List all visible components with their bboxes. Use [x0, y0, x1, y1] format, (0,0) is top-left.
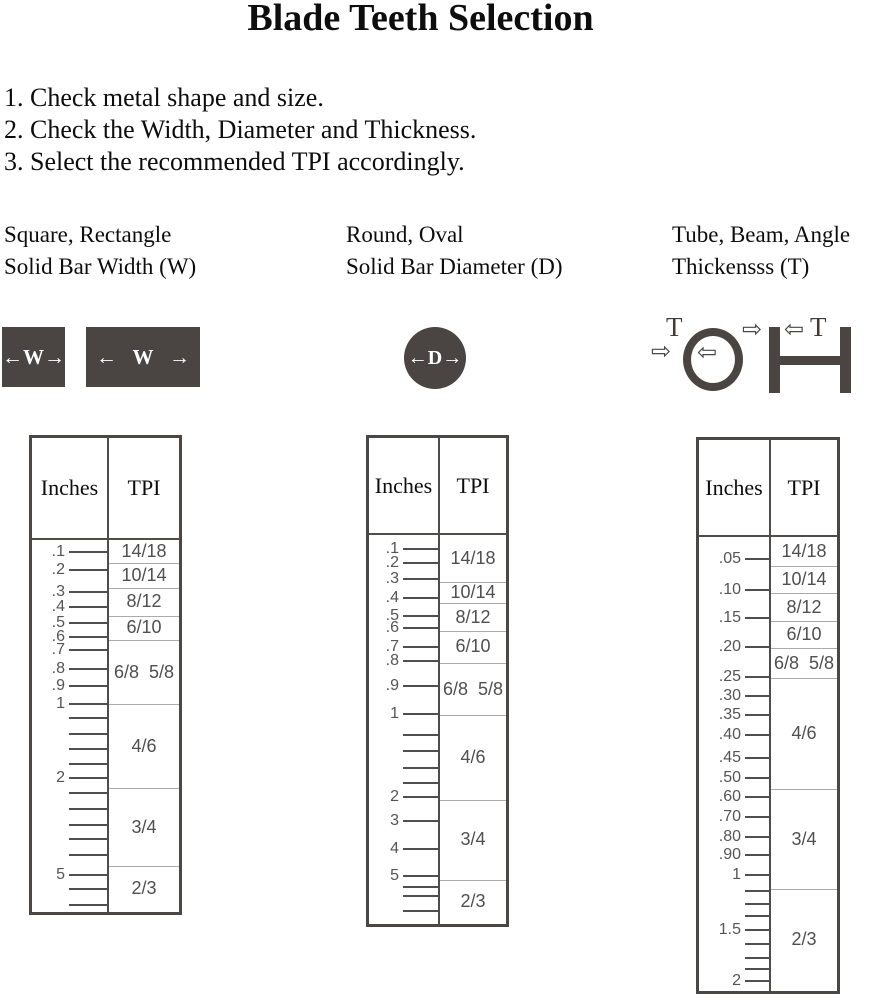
tpi-cell: 4/6 — [131, 735, 157, 756]
inches-column-header: Inches — [374, 472, 433, 498]
tick-mark — [745, 558, 769, 560]
tpi-cell: 2/3 — [460, 891, 486, 912]
tpi-cell: 10/14 — [781, 569, 827, 590]
tick-mark — [69, 703, 107, 705]
tick-mark — [745, 915, 769, 917]
width-label: W — [23, 344, 44, 369]
tick-label: .8 — [385, 652, 399, 670]
instruction-step-2: 2. Check the Width, Diameter and Thickness. — [4, 115, 477, 144]
outline-left-arrow-icon: ⇦ — [784, 317, 805, 343]
outline-right-arrow-icon: ⇨ — [742, 317, 763, 343]
tick-mark — [403, 910, 438, 912]
section-title-line2: Thickensss (T) — [672, 254, 810, 279]
tick-label: .3 — [385, 570, 399, 588]
tick-mark — [745, 777, 769, 779]
tick-label: .2 — [385, 554, 399, 572]
tick-mark — [745, 734, 769, 736]
tick-label: .45 — [718, 748, 741, 766]
right-arrow-icon: → — [169, 344, 190, 369]
tpi-cell: 2/3 — [131, 878, 157, 899]
section-header-square-rectangle — [4, 219, 196, 283]
tick-mark — [69, 733, 107, 735]
tick-label: .50 — [718, 768, 741, 786]
inches-column-header: Inches — [705, 474, 763, 500]
tpi-cell: 6/8 5/8 — [773, 652, 835, 673]
section-header-round-oval — [346, 219, 563, 283]
tpi-column-header: TPI — [127, 475, 161, 500]
tick-label: .10 — [718, 581, 741, 599]
tick-mark — [745, 836, 769, 838]
tick-mark — [403, 750, 438, 752]
tick-mark — [69, 748, 107, 750]
tick-label: .2 — [51, 561, 65, 579]
left-arrow-icon: ← — [96, 344, 117, 369]
tick-label: .9 — [385, 677, 399, 695]
tick-label: 2 — [390, 788, 399, 806]
tick-mark — [403, 782, 438, 784]
tick-mark — [745, 589, 769, 591]
page-title: Blade Teeth Selection — [247, 0, 594, 39]
tick-label: .1 — [385, 540, 399, 557]
square-bar-illustration — [2, 327, 65, 387]
tick-label: .40 — [718, 726, 741, 744]
tpi-cell: 10/14 — [121, 565, 167, 586]
tick-mark — [403, 615, 438, 617]
tick-label: .7 — [385, 638, 399, 656]
tick-label: .5 — [385, 606, 399, 624]
tick-mark — [745, 646, 769, 648]
tick-mark — [745, 980, 769, 982]
tick-label: .3 — [51, 583, 65, 601]
tick-mark — [745, 903, 769, 905]
tick-mark — [69, 763, 107, 765]
tick-mark — [403, 660, 438, 662]
rectangle-bar-illustration — [86, 327, 200, 387]
tick-label: .90 — [718, 845, 741, 863]
chart-scale-area — [699, 537, 837, 991]
tpi-cell: 14/18 — [121, 541, 167, 562]
tpi-cell: 4/6 — [460, 747, 486, 768]
tick-mark — [69, 854, 107, 856]
tick-mark — [745, 695, 769, 697]
tick-mark — [403, 713, 438, 715]
tick-mark — [745, 757, 769, 759]
section-title-line1: Round, Oval — [346, 222, 464, 247]
tick-label: .20 — [718, 638, 741, 656]
tick-label: 3 — [390, 812, 399, 830]
tpi-cell: 8/12 — [786, 596, 822, 617]
tick-label: 1.5 — [718, 921, 741, 939]
tick-mark — [69, 874, 107, 876]
tick-mark — [69, 792, 107, 794]
tpi-chart-thickness — [696, 437, 840, 994]
tick-mark — [403, 848, 438, 850]
tick-label: .05 — [718, 550, 741, 568]
tick-label: .30 — [718, 687, 741, 705]
tpi-cell: 3/4 — [791, 828, 817, 849]
tick-mark — [69, 777, 107, 779]
tpi-cell: 8/12 — [126, 591, 162, 612]
thickness-label-beam: T — [810, 312, 827, 342]
outline-left-arrow-icon: ⇦ — [697, 340, 718, 366]
tick-label: .9 — [51, 676, 65, 694]
tick-label: 1 — [56, 695, 65, 713]
tpi-cell: 6/10 — [786, 624, 822, 645]
tick-label: .35 — [718, 706, 741, 724]
tick-label: .25 — [718, 668, 741, 686]
tick-label: .4 — [385, 588, 399, 606]
instructions-list — [4, 82, 476, 178]
tick-mark — [745, 874, 769, 876]
tick-label: .1 — [51, 542, 65, 560]
tick-mark — [403, 562, 438, 564]
tick-mark — [403, 875, 438, 877]
tick-mark — [403, 578, 438, 580]
tick-mark — [403, 767, 438, 769]
thickness-label-tube: T — [666, 312, 683, 342]
tick-mark — [69, 649, 107, 651]
tick-mark — [69, 888, 107, 890]
chart-scale-area — [32, 540, 179, 912]
tick-label: 1 — [732, 865, 741, 883]
tick-label: 4 — [390, 840, 399, 858]
right-arrow-icon: → — [44, 344, 65, 369]
diameter-label: D — [427, 346, 443, 369]
tick-mark — [403, 820, 438, 822]
tick-mark — [745, 796, 769, 798]
tick-mark — [69, 606, 107, 608]
tpi-cell: 10/14 — [450, 582, 496, 603]
tpi-chart-diameter — [366, 435, 509, 927]
tick-mark — [745, 929, 769, 931]
tick-label: 2 — [56, 769, 65, 787]
chart-header — [699, 440, 837, 537]
tick-mark — [69, 591, 107, 593]
tick-mark — [69, 685, 107, 687]
tick-mark — [403, 886, 438, 888]
tick-label: .5 — [51, 613, 65, 631]
tick-label: .7 — [51, 640, 65, 658]
tick-label: 2 — [732, 972, 741, 989]
tpi-chart-width — [29, 435, 182, 915]
tick-label: 1 — [390, 704, 399, 722]
tick-mark — [403, 646, 438, 648]
tick-mark — [69, 824, 107, 826]
tick-mark — [403, 597, 438, 599]
tick-label: .4 — [51, 598, 65, 616]
inches-column-header: Inches — [40, 475, 99, 500]
tick-mark — [745, 816, 769, 818]
tick-mark — [69, 569, 107, 571]
tick-mark — [745, 676, 769, 678]
tick-mark — [69, 636, 107, 638]
section-title-line1: Tube, Beam, Angle — [672, 222, 851, 247]
tpi-column-header: TPI — [456, 472, 490, 498]
tick-mark — [69, 622, 107, 624]
section-title-line2: Solid Bar Diameter (D) — [346, 254, 563, 279]
tpi-column-header: TPI — [787, 474, 821, 500]
tick-mark — [745, 957, 769, 959]
tpi-cell: 3/4 — [131, 816, 157, 837]
right-arrow-icon: → — [442, 346, 463, 369]
tick-label: 5 — [56, 865, 65, 883]
tick-label: .80 — [718, 827, 741, 845]
tick-mark — [745, 617, 769, 619]
tpi-cell: 14/18 — [450, 548, 496, 569]
tpi-cell: 2/3 — [791, 929, 817, 950]
tpi-cell: 6/10 — [455, 636, 491, 657]
width-label: W — [132, 344, 154, 369]
tick-label: .60 — [718, 787, 741, 805]
tick-mark — [745, 943, 769, 945]
tick-mark — [403, 685, 438, 687]
left-arrow-icon: ← — [407, 346, 428, 369]
tick-mark — [69, 717, 107, 719]
tpi-cell: 4/6 — [791, 723, 817, 744]
tick-mark — [745, 890, 769, 892]
tick-mark — [403, 734, 438, 736]
tpi-cell: 14/18 — [781, 541, 827, 562]
round-bar-illustration — [404, 327, 466, 389]
tick-label: .6 — [51, 628, 65, 646]
tick-label: 5 — [390, 866, 399, 884]
tick-mark — [69, 551, 107, 553]
tick-mark — [69, 904, 107, 906]
instruction-step-1: 1. Check metal shape and size. — [4, 83, 324, 112]
tpi-cell: 6/8 5/8 — [442, 678, 504, 699]
section-title-line1: Square, Rectangle — [4, 222, 172, 247]
tick-mark — [69, 808, 107, 810]
tick-label: .8 — [51, 659, 65, 677]
tpi-cell: 8/12 — [455, 606, 491, 627]
outline-right-arrow-icon: ⇨ — [651, 339, 672, 365]
tpi-cell: 3/4 — [460, 829, 486, 850]
chart-scale-area — [369, 535, 506, 924]
tick-label: .15 — [718, 609, 741, 627]
tick-label: .6 — [385, 618, 399, 636]
tick-label: .70 — [718, 807, 741, 825]
tick-mark — [745, 854, 769, 856]
tick-mark — [745, 968, 769, 970]
tpi-cell: 6/8 5/8 — [113, 661, 175, 682]
tpi-cell: 6/10 — [126, 617, 162, 638]
tick-mark — [403, 895, 438, 897]
chart-header — [32, 438, 179, 540]
tick-mark — [69, 838, 107, 840]
tick-mark — [403, 548, 438, 550]
beam-web — [769, 356, 851, 365]
tick-mark — [69, 668, 107, 670]
section-title-line2: Solid Bar Width (W) — [4, 254, 197, 279]
instruction-step-3: 3. Select the recommended TPI accordingly. — [4, 147, 465, 176]
left-arrow-icon: ← — [2, 344, 23, 369]
tick-mark — [403, 627, 438, 629]
tick-mark — [403, 796, 438, 798]
tick-mark — [745, 714, 769, 716]
section-header-tube-beam-angle — [672, 219, 850, 283]
